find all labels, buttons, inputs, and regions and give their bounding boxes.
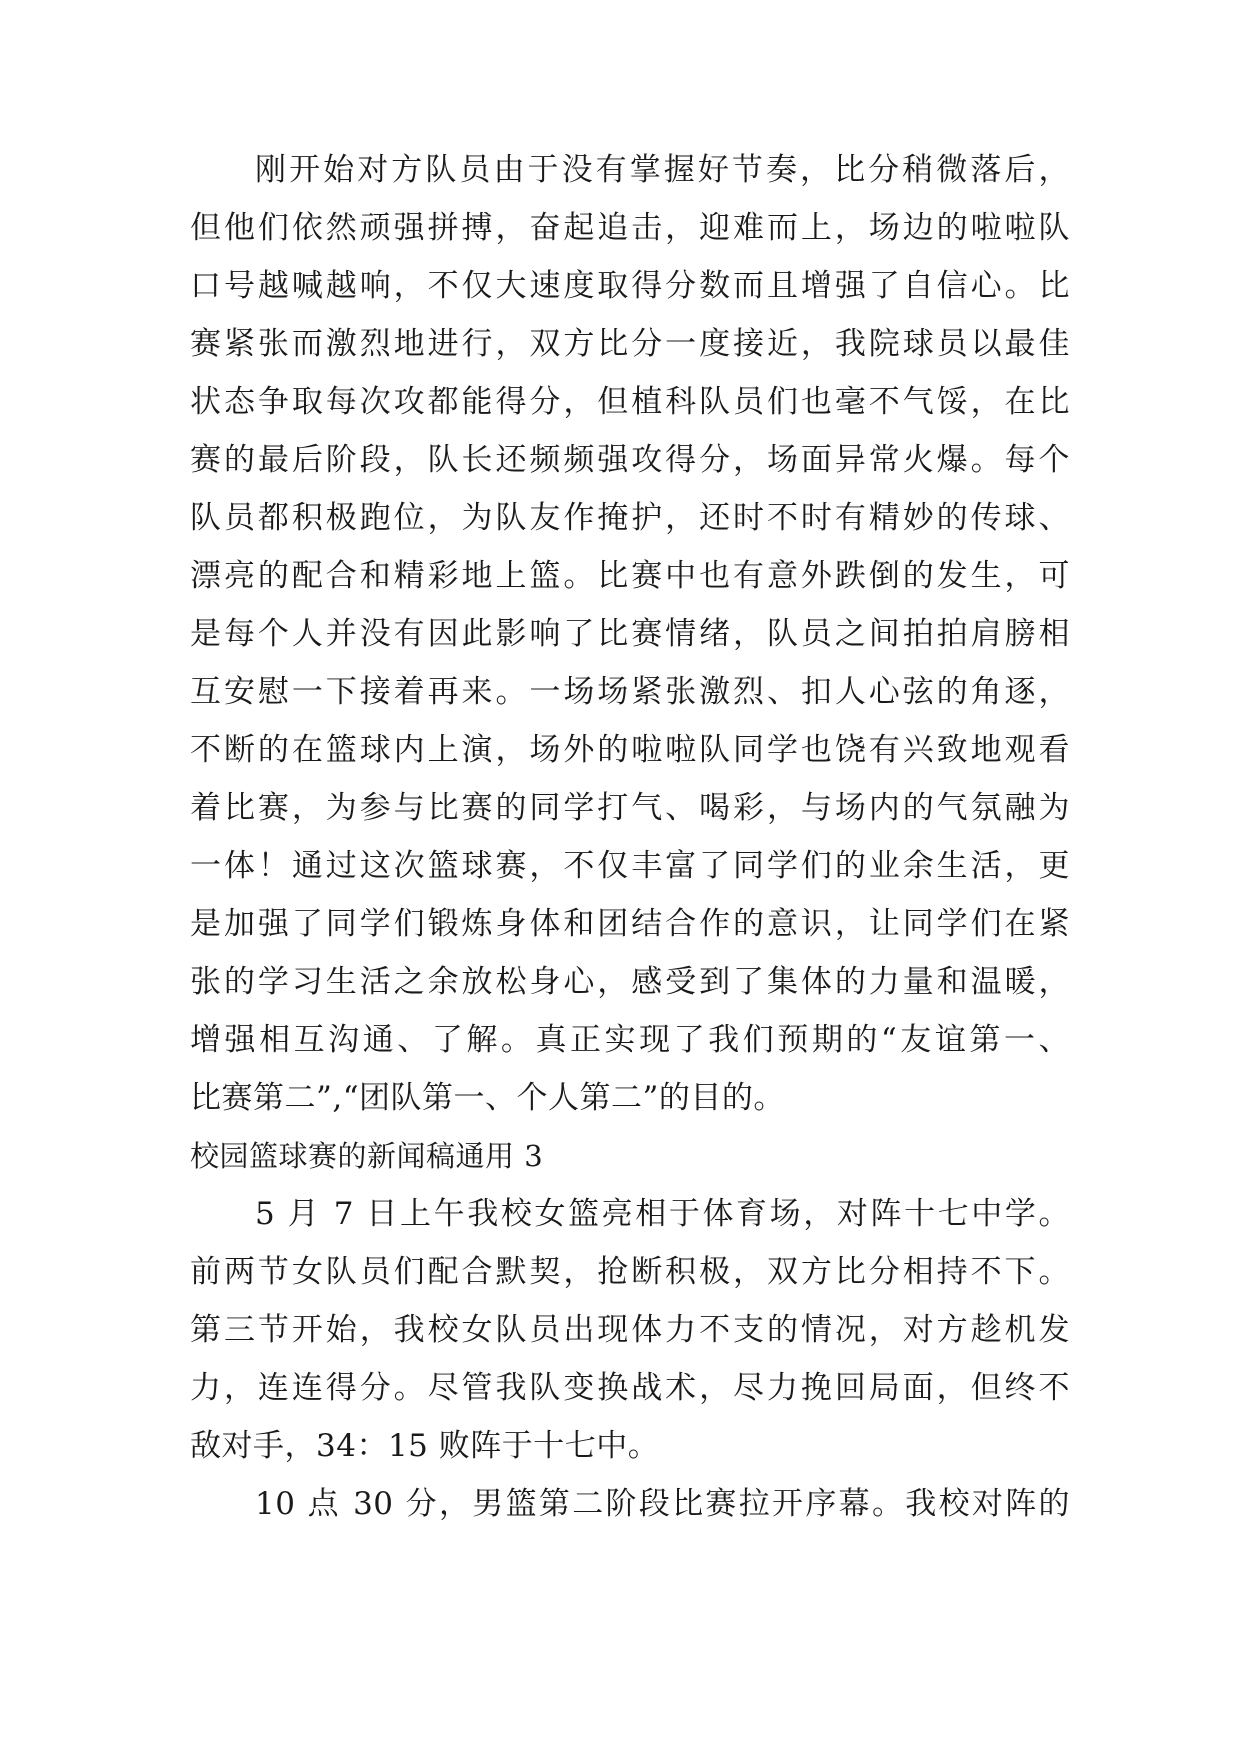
paragraph-line: 力，连连得分。尽管我队变换战术，尽力挽回局面，但终不 bbox=[190, 1370, 1070, 1406]
paragraph-line: 5 月 7 日上午我校女篮亮相于体育场，对阵十七中学。 bbox=[255, 1196, 1070, 1232]
section-heading: 校园篮球赛的新闻稿通用 3 bbox=[190, 1139, 544, 1173]
paragraph-line: 漂亮的配合和精彩地上篮。比赛中也有意外跌倒的发生，可 bbox=[190, 558, 1070, 594]
paragraph-line: 是加强了同学们锻炼身体和团结合作的意识，让同学们在紧 bbox=[190, 906, 1070, 942]
paragraph-line: 刚开始对方队员由于没有掌握好节奏，比分稍微落后， bbox=[255, 152, 1070, 188]
paragraph-line: 张的学习生活之余放松身心，感受到了集体的力量和温暖， bbox=[190, 964, 1070, 1000]
paragraph-line: 状态争取每次攻都能得分，但植科队员们也毫不气馁，在比 bbox=[190, 384, 1070, 420]
paragraph-line: 第三节开始，我校女队员出现体力不支的情况，对方趁机发 bbox=[190, 1312, 1070, 1348]
paragraph-line: 口号越喊越响，不仅大速度取得分数而且增强了自信心。比 bbox=[190, 268, 1070, 304]
paragraph-line: 着比赛，为参与比赛的同学打气、喝彩，与场内的气氛融为 bbox=[190, 790, 1070, 826]
paragraph-line: 10 点 30 分，男篮第二阶段比赛拉开序幕。我校对阵的 bbox=[255, 1486, 1070, 1522]
paragraph-line: 增强相互沟通、了解。真正实现了我们预期的“友谊第一、 bbox=[190, 1022, 1070, 1058]
paragraph-line: 互安慰一下接着再来。一场场紧张激烈、扣人心弦的角逐， bbox=[190, 674, 1070, 710]
paragraph-line: 是每个人并没有因此影响了比赛情绪，队员之间拍拍肩膀相 bbox=[190, 616, 1070, 652]
paragraph-line: 赛紧张而激烈地进行，双方比分一度接近，我院球员以最佳 bbox=[190, 326, 1070, 362]
paragraph-line: 队员都积极跑位，为队友作掩护，还时不时有精妙的传球、 bbox=[190, 500, 1070, 536]
paragraph-line: 前两节女队员们配合默契，抢断积极，双方比分相持不下。 bbox=[190, 1254, 1070, 1290]
paragraph-line: 一体！通过这次篮球赛，不仅丰富了同学们的业余生活，更 bbox=[190, 848, 1070, 884]
paragraph-line: 敌对手，34：15 败阵于十七中。 bbox=[190, 1428, 660, 1464]
paragraph-line: 赛的最后阶段，队长还频频强攻得分，场面异常火爆。每个 bbox=[190, 442, 1070, 478]
paragraph-line: 但他们依然顽强拼搏，奋起追击，迎难而上，场边的啦啦队 bbox=[190, 210, 1070, 246]
paragraph-line: 比赛第二”,“团队第一、个人第二”的目的。 bbox=[190, 1080, 785, 1116]
paragraph-line: 不断的在篮球内上演，场外的啦啦队同学也饶有兴致地观看 bbox=[190, 732, 1070, 768]
